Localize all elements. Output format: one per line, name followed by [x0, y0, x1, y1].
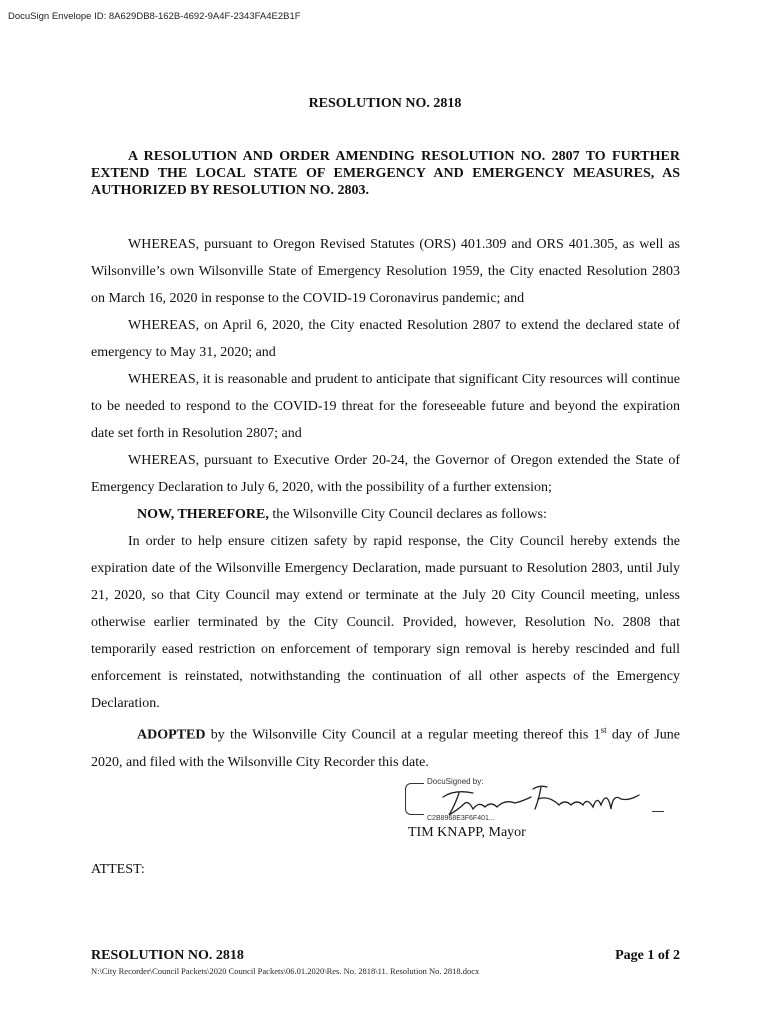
docusign-signature-id: C2B8968E3F6F401...	[427, 815, 495, 822]
resolution-title: RESOLUTION NO. 2818	[308, 96, 462, 111]
footer-resolution-number: RESOLUTION NO. 2818	[91, 948, 244, 963]
docusign-signature-block	[405, 775, 675, 825]
adopted-lead: ADOPTED	[137, 727, 206, 743]
attest-label: ATTEST:	[91, 862, 145, 877]
order-paragraph: In order to help ensure citizen safety by rapid response, the City Council hereby extends the expiration date of the Wilsonville Emergency Declaration, made pursuant to Resolution 2803, until July 21, 2020, so that City Council may extend or terminate at the July 20 City Council meeting, unless otherwise earlier terminated by the City Council. Provided, however, Resolution No. 2808 that temporarily eased restriction on enforcement of temporary sign removal is hereby rescinded and full enforcement is reinstated, notwithstanding the continuation of all other aspects of the Emergency Declaration.	[91, 534, 680, 711]
docusigned-by-label: DocuSigned by:	[427, 777, 484, 786]
whereas-paragraph-1: WHEREAS, pursuant to Oregon Revised Statutes (ORS) 401.309 and ORS 401.305, as well as Wilsonville’s own Wilsonville State of Emergency Resolution 1959, the City enacted Resolution 2803 on March 16, 2020 in response to the COVID-19 Coronavirus pandemic; and	[91, 237, 680, 306]
adopted-text-b: day of June 2020, and filed with the Wilsonville City Recorder this date.	[91, 727, 680, 770]
whereas-paragraph-2: WHEREAS, on April 6, 2020, the City enacted Resolution 2807 to extend the declared state of emergency to May 31, 2020; and	[91, 318, 680, 360]
therefore-paragraph	[91, 501, 680, 528]
adopted-ordinal: st	[600, 725, 607, 735]
docusign-envelope-id: DocuSign Envelope ID: 8A629DB8-162B-4692-9A4F-2343FA4E2B1F	[8, 11, 301, 22]
whereas-paragraph-3: WHEREAS, it is reasonable and prudent to anticipate that significant City resources will continue to be needed to respond to the COVID-19 threat for the foreseeable future and beyond the expiration date set forth in Resolution 2807; and	[91, 372, 680, 441]
resolution-body	[91, 231, 680, 776]
whereas-paragraph-4: WHEREAS, pursuant to Executive Order 20-24, the Governor of Oregon extended the State of Emergency Declaration to July 6, 2020, with the possibility of a further extension;	[91, 453, 680, 495]
adopted-text-a: by the Wilsonville City Council at a regular meeting thereof this 1	[205, 727, 601, 743]
footer-file-path: N:\City Recorder\Council Packets\2020 Council Packets\06.01.2020\Res. No. 2818\11. Resolution No. 2818.docx	[91, 966, 480, 976]
handwritten-signature	[435, 779, 650, 819]
therefore-lead: NOW, THEREFORE,	[137, 507, 269, 522]
signature-bracket	[405, 783, 424, 815]
adopted-paragraph	[91, 717, 680, 776]
therefore-text: the Wilsonville City Council declares as follows:	[268, 507, 547, 522]
signer-name: TIM KNAPP, Mayor	[408, 825, 526, 840]
footer-page-number: Page 1 of 2	[615, 948, 680, 963]
resolution-subtitle: A RESOLUTION AND ORDER AMENDING RESOLUTION NO. 2807 TO FURTHER EXTEND THE LOCAL STATE OF EMERGENCY AND EMERGENCY MEASURES, AS AUTHORIZED BY RESOLUTION NO. 2803.	[91, 149, 680, 198]
signature-line	[652, 811, 664, 812]
